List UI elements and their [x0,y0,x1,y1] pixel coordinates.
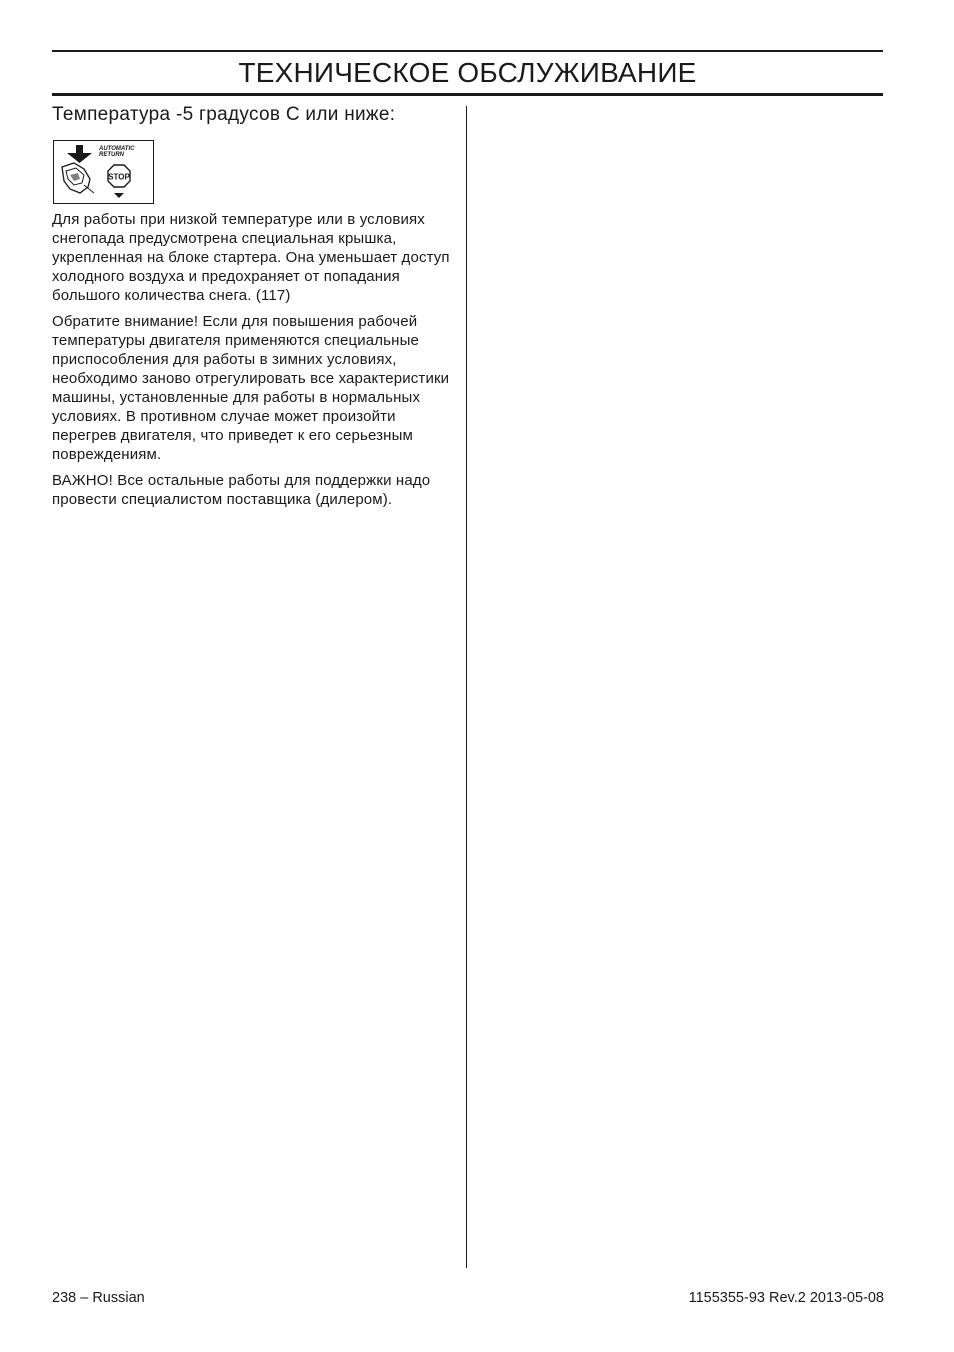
header-rule-top [52,50,883,52]
section-heading: Температура -5 градусов С или ниже: [52,104,396,125]
column-divider [466,106,467,1268]
header-rule-bottom [52,93,883,96]
choke-stop-control-icon [54,141,152,202]
paragraph-note: Обратите внимание! Если для повышения рабочей температуры двигателя применяются специальные приспособления для работы в зимних условиях, необходимо заново отрегулировать все характеристики машины, установленные для работы в нормальных условиях. В противном случае может произойти перегрев двигателя, что приведет к его серьезным повреждениям. [52,313,450,463]
choke-stop-figure [53,140,154,204]
stop-label: STOP [108,172,130,182]
return-label: RETURN [99,152,124,158]
footer-doc-id: 1155355-93 Rev.2 2013-05-08 [688,1290,884,1306]
automatic-label: AUTOMATIC [99,146,135,152]
page-title: ТЕХНИЧЕСКОЕ ОБСЛУЖИВАНИЕ [238,57,697,88]
body-text [52,210,456,516]
paragraph-cover: Для работы при низкой температуре или в условиях снегопада предусмотрена специальная крышка, укрепленная на блоке стартера. Она уменьшает доступ холодного воздуха и предохраняет от попадания большого количества снега. (117) [52,211,450,304]
footer-page-label: 238 – Russian [52,1290,145,1306]
paragraph-important: ВАЖНО! Все остальные работы для поддержки надо провести специалистом поставщика (дилером). [52,472,431,508]
